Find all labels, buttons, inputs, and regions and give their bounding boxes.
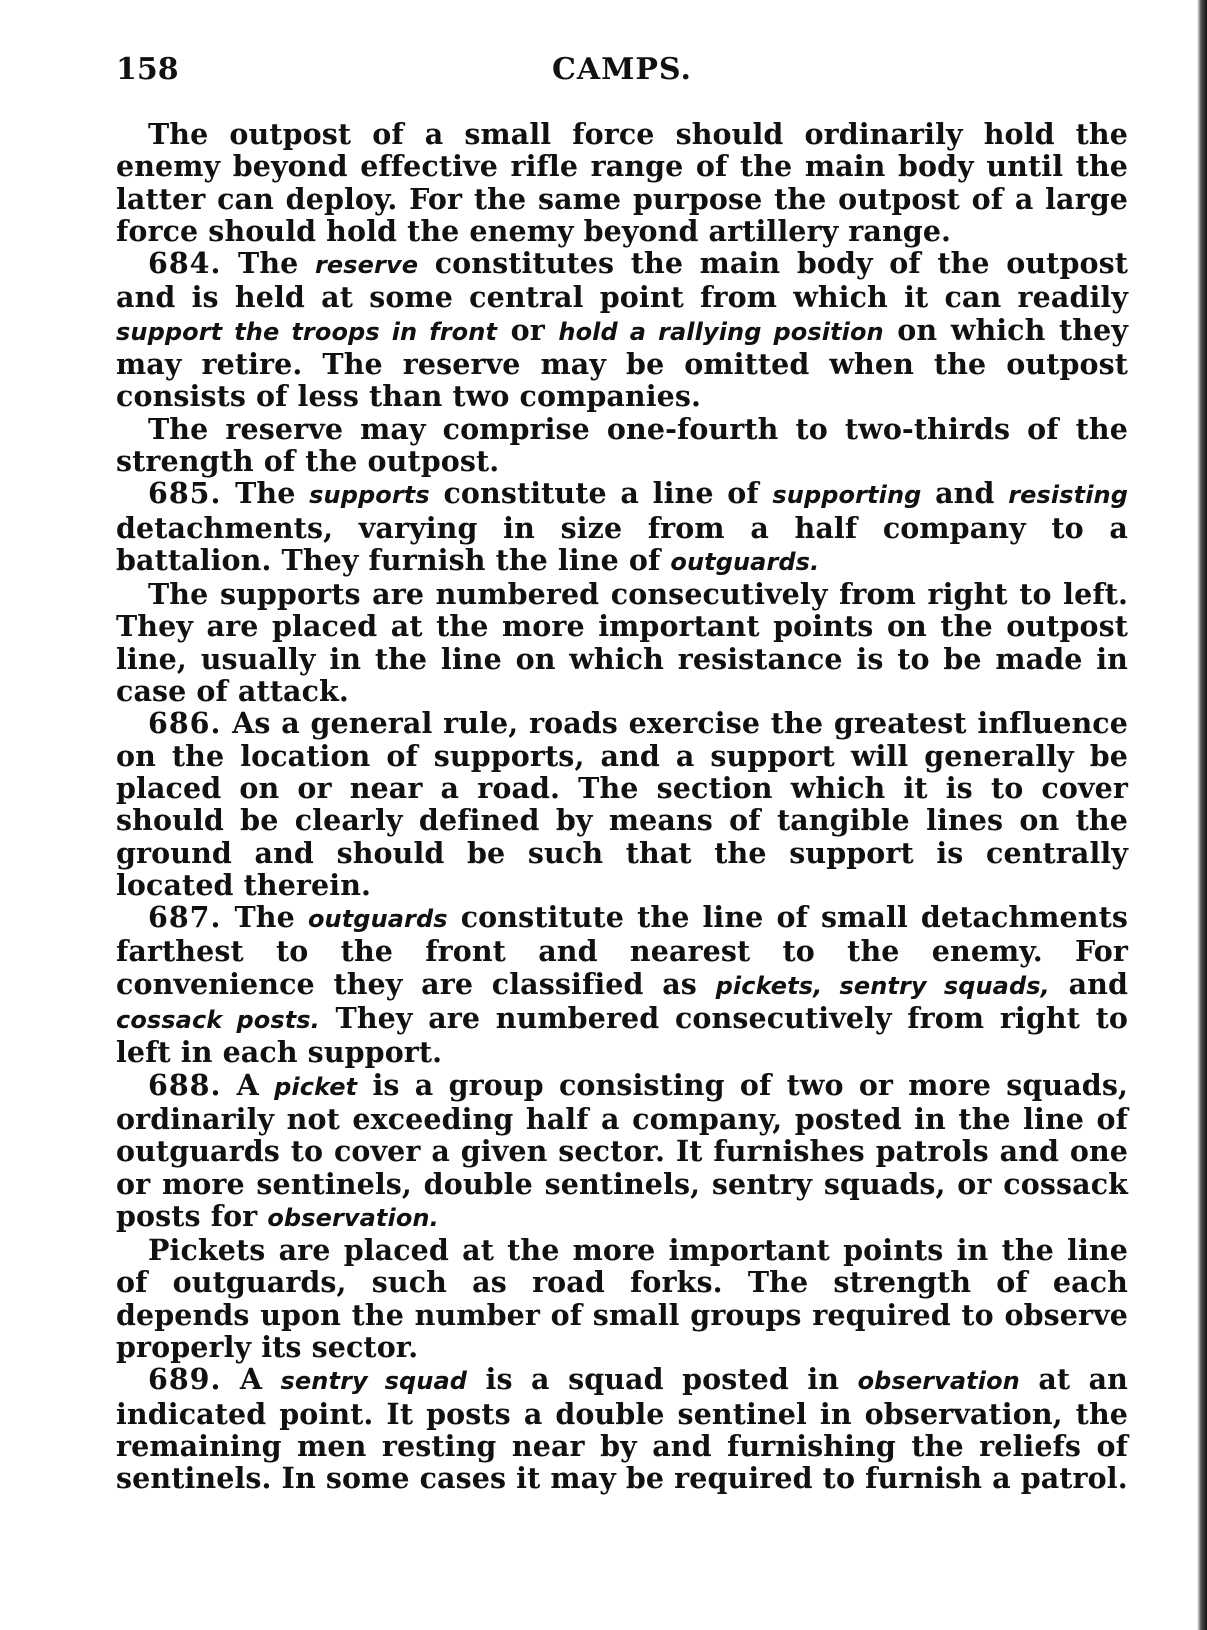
italic-term: supporting <box>772 481 922 510</box>
paragraph <box>116 477 1128 578</box>
paragraph <box>116 1363 1128 1494</box>
text-run: is a group consisting of two or more squads, ordinarily not exceeding half a company, posted in the line of outguards to cover a given sector. It furnishes patrols and one or more sentinels, double sentinels, sentry squads, or cossack posts for <box>116 1067 1129 1233</box>
text-run: The <box>221 900 308 935</box>
text-run: The outpost of a small force should ordinarily hold the enemy beyond effective rifle range of the main body until the latter can deploy. For the same purpose the outpost of a large force should hold the enemy beyond artillery range. <box>116 117 1128 248</box>
text-run: and <box>921 476 1009 511</box>
running-head: CAMPS. <box>552 52 692 87</box>
paragraph-number: 685. <box>148 476 222 511</box>
paragraph <box>116 901 1128 1068</box>
italic-term: picket <box>274 1072 358 1101</box>
italic-term: pickets, sentry squads, <box>715 971 1050 1000</box>
paragraph <box>116 1069 1128 1234</box>
paragraph-number: 688. <box>148 1067 222 1102</box>
page-header <box>116 52 1128 92</box>
page-edge-shadow <box>1197 0 1207 1630</box>
text-run: As a general rule, roads exercise the greatest influence on the location of supports, and a support will generally be placed on or near a road. The section which it is to cover should be clearly defined by means of tangible lines on the ground and should be such that the support is centrally located therein. <box>116 706 1128 902</box>
italic-term: supports <box>309 481 430 510</box>
italic-term: outguards <box>307 905 448 934</box>
paragraph-number: 689. <box>148 1362 222 1397</box>
italic-term: sentry squad <box>280 1367 468 1396</box>
text-run: The <box>221 246 315 281</box>
text-run: constitute the line of small detachments farthest to the front and nearest to the enemy. For convenience they are classified as <box>116 900 1128 1001</box>
italic-term: observation <box>857 1367 1020 1396</box>
page-number: 158 <box>116 52 179 87</box>
italic-term: cossack posts. <box>116 1006 320 1035</box>
paragraph <box>116 1234 1128 1363</box>
text-run: A <box>221 1362 281 1397</box>
text-run: is a squad posted in <box>467 1362 858 1397</box>
italic-term: hold a rallying position <box>558 317 884 346</box>
text-run: at an indicated point. It posts a double sentinel in observation, the remaining men resting near by and furnishing the reliefs of sentinels. In some cases it may be required to furnish a patrol. <box>116 1362 1128 1496</box>
italic-term: observation. <box>267 1203 439 1232</box>
italic-term: outguards. <box>670 547 820 576</box>
paragraph <box>116 413 1128 478</box>
text-run: They are numbered consecutively from right to left in each support. <box>116 1001 1128 1070</box>
paragraph-number: 687. <box>148 900 222 935</box>
paragraph <box>116 247 1128 412</box>
italic-term: resisting <box>1008 481 1128 510</box>
text-run: Pickets are placed at the more important points in the line of outguards, such as road forks. The strength of each depends upon the number of small groups required to observe properly its sector. <box>116 1233 1128 1364</box>
text-run: The <box>221 476 310 511</box>
text-run: or <box>497 312 559 347</box>
text-run: on which they may retire. The reserve may be omitted when the outpost consists of less than two companies. <box>116 312 1129 414</box>
text-run: detachments, varying in size from a half company to a battalion. They furnish the line of <box>116 510 1128 577</box>
text-run: constitute a line of <box>429 476 773 511</box>
paragraph <box>116 578 1128 707</box>
paragraph-number: 686. <box>148 706 222 741</box>
italic-term: reserve <box>314 251 419 280</box>
text-run: The reserve may comprise one-fourth to two-thirds of the strength of the outpost. <box>116 411 1128 478</box>
paragraph <box>116 707 1128 901</box>
paragraph <box>116 118 1128 247</box>
paragraph-number: 684. <box>148 246 222 281</box>
text-run: A <box>221 1067 275 1102</box>
text-run: and <box>1049 966 1128 1001</box>
text-run: The supports are numbered consecutively from right to left. They are placed at the more important points on the outpost line, usually in the line on which resistance is to be made in case of attack. <box>116 577 1128 709</box>
body-text <box>116 118 1128 1494</box>
text-run: constitutes the main body of the outpost and is held at some central point from which it can readily <box>116 246 1128 315</box>
italic-term: support the troops in front <box>116 317 498 346</box>
